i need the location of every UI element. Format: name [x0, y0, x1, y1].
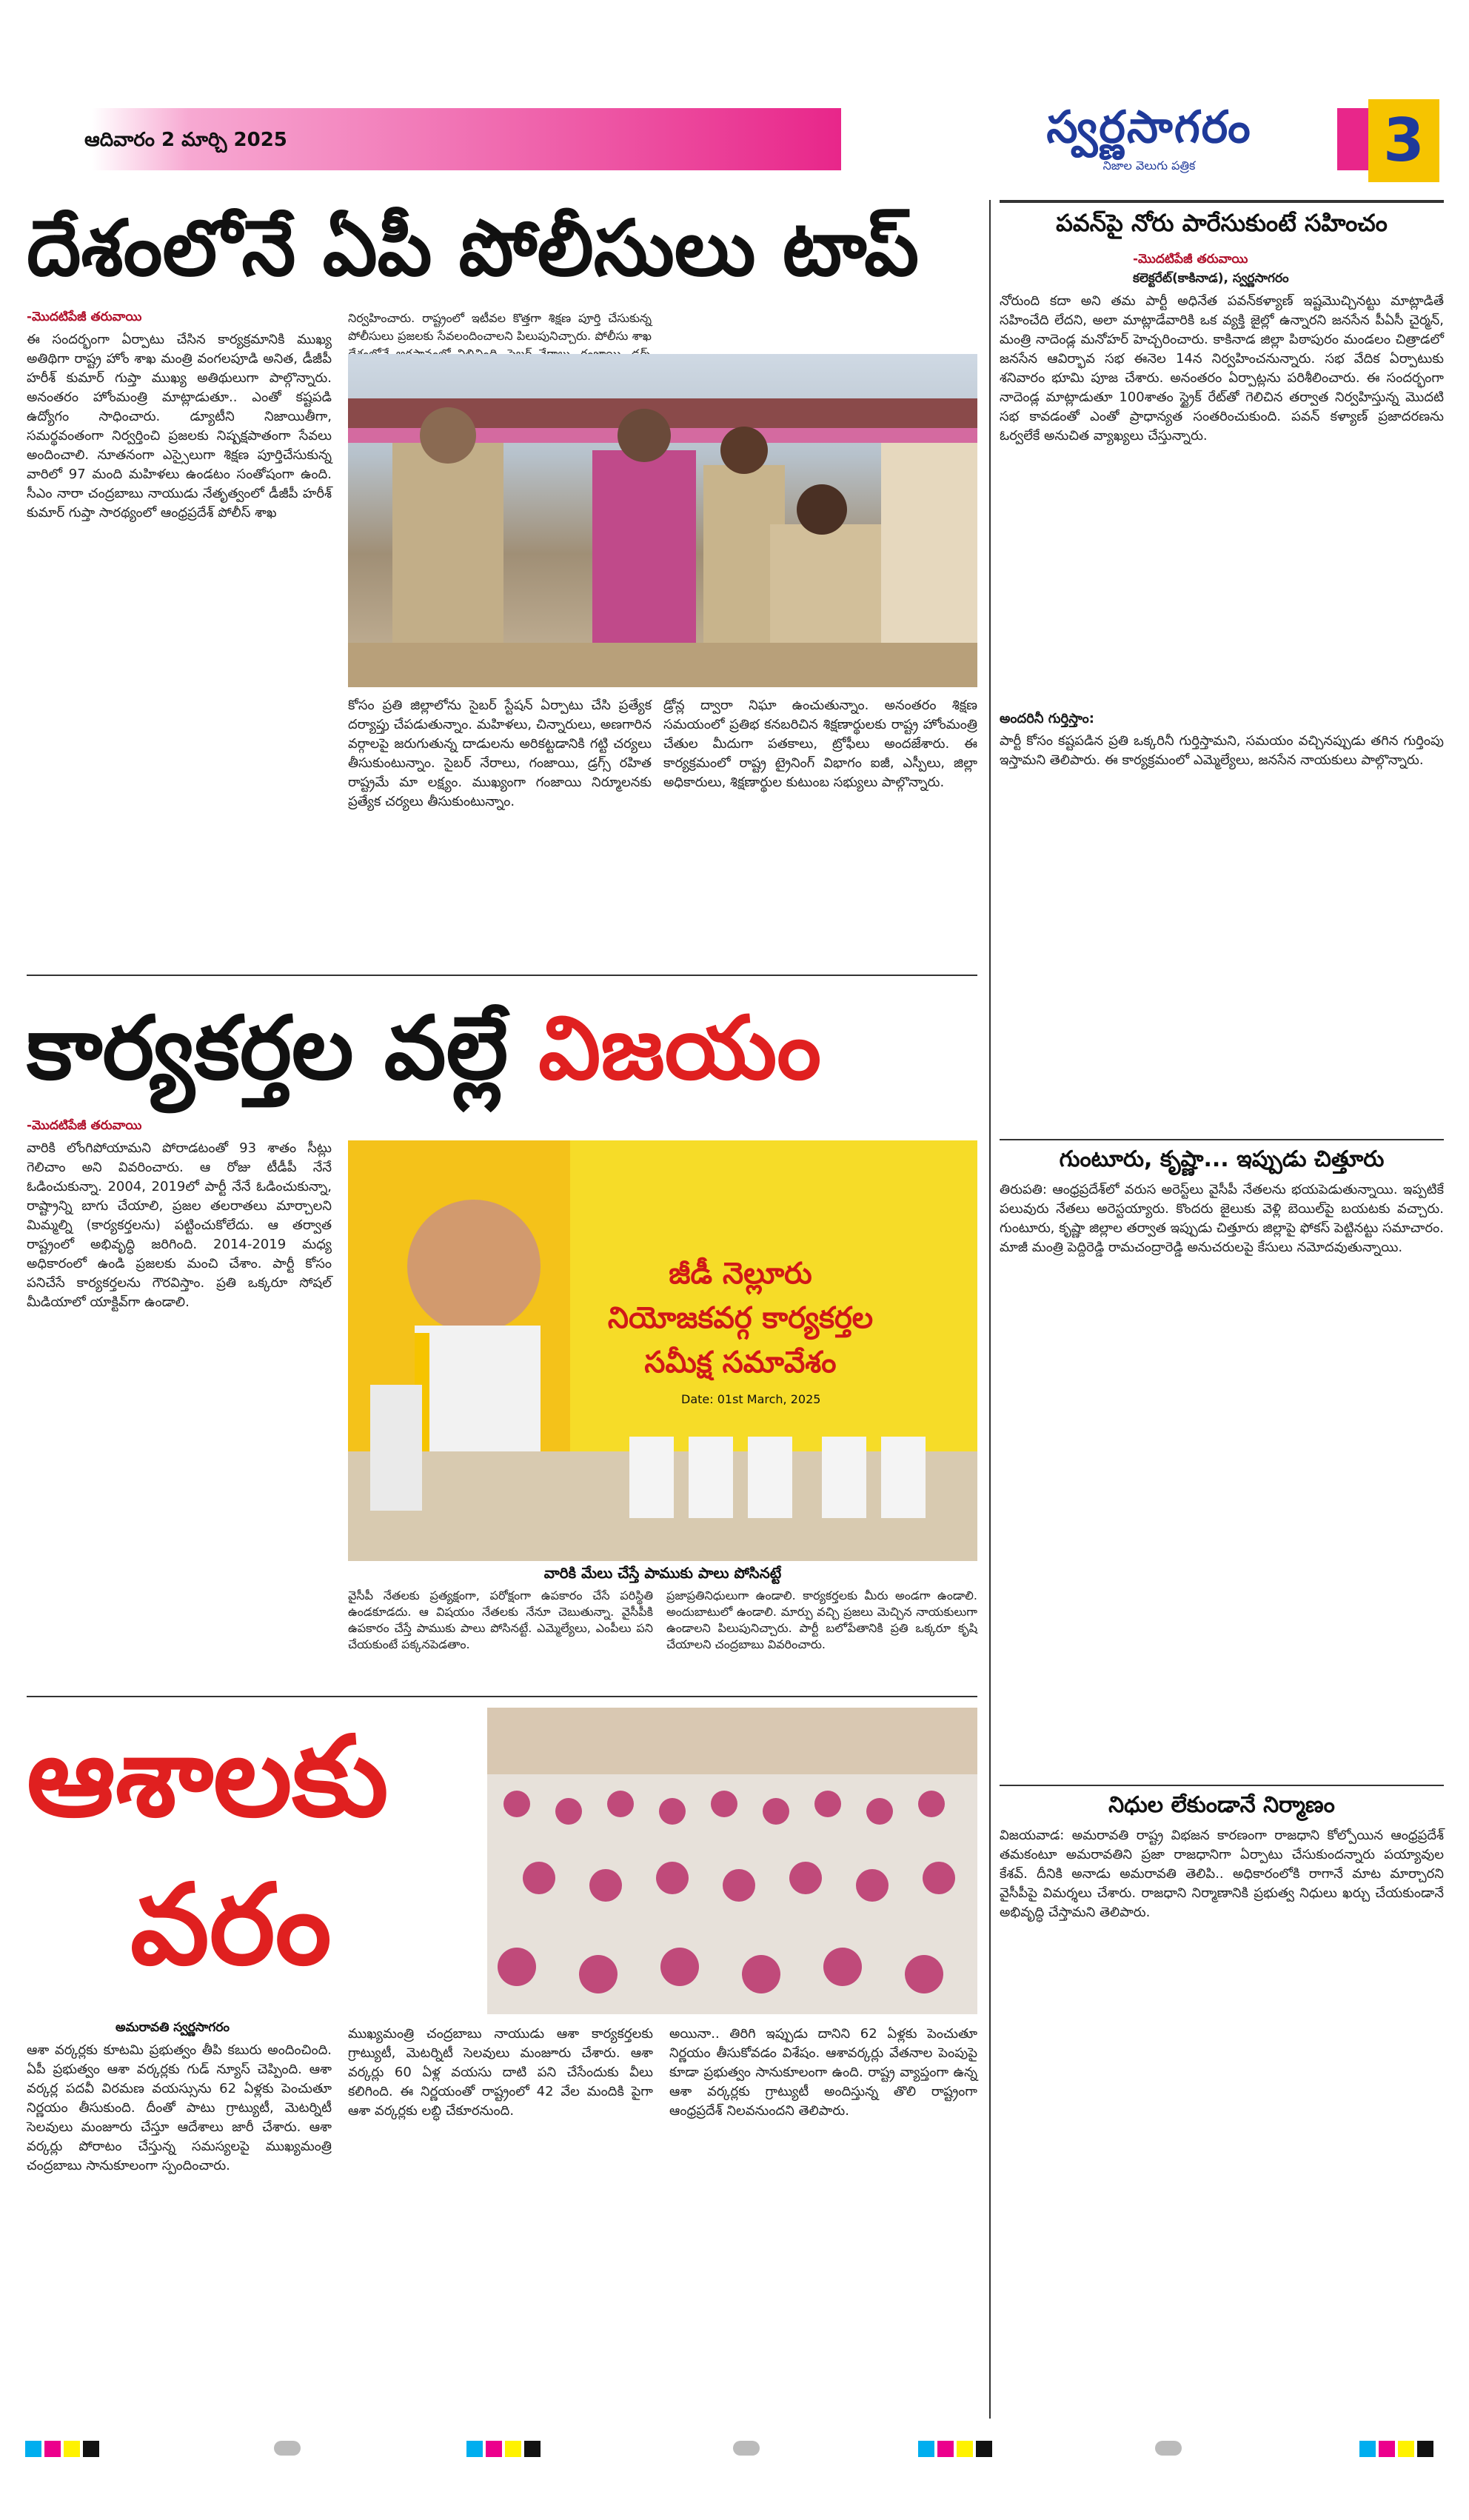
police-ceremony-photo [348, 354, 977, 687]
cyan-swatch [25, 2441, 41, 2457]
sidebar-article1-byline: -మొదటిపేజీ తరువాయి [1133, 252, 1248, 267]
story2-caption-column-1: వైసీపీ నేతలకు ప్రత్యక్షంగా, పరోక్షంగా ఉపకారం చేసే పరిస్థితి ఉండకూడదు. ఆ విషయం నేతలకు నేనూ చెబుతున్నా. వైసీపీకి ఉపకారం చేస్తే పాముకు పాలు పోసినట్టే. ఎమ్మెల్యేలు, ఎంపీలు పని చేయకుంటే పక్కనపెడతాం. [348, 1588, 653, 1651]
sidebar-article3-title: నిధుల లేకుండానే నిర్మాణం [1108, 1792, 1335, 1818]
sidebar-divider-1 [1000, 1139, 1444, 1140]
sidebar-divider [989, 200, 991, 2419]
tdp-meeting-photo [348, 1140, 977, 1561]
story1-continued-1: కోసం ప్రతి జిల్లాలోను సైబర్ స్టేషన్ ఏర్పాటు చేసి ప్రత్యేక దర్యాప్తు చేపడుతున్నాం. మహిళలు, చిన్నారులు, అణగారిన వర్గాలపై జరుగుతున్న దాడులను అరికట్టడానికి గట్టి చర్యలు తీసుకుంటున్నాం. సైబర్ నేరాలు, గంజాయి, డ్రగ్స్ రహిత రాష్ట్రమే మా లక్ష్యం. ముఖ్యంగా గంజాయి నిర్మూలనకు ప్రత్యేక చర్యలు తీసుకుంటున్నాం. [348, 698, 652, 809]
story3-headline-line2: వరం [130, 1861, 332, 1990]
yellow-swatch [505, 2441, 521, 2457]
story1-headline: దేశంలోనే ఏపీ పోలీసులు టాప్ [27, 203, 920, 293]
story1-continued-2: డ్రోన్ల ద్వారా నిఘా ఉంచుతున్నాం. అనంతరం శిక్షణ సమయంలో ప్రతిభ కనబరిచిన శిక్షణార్థులకు రాష్ట్ర హోంమంత్రి చేతుల మీదుగా పతకాలు, ట్రోఫీలు అందజేశారు. ఈ కార్యక్రమంలో రాష్ట్ర ట్రైనింగ్ విభాగం ఐజీ, ఎస్పీలు, జిల్లా అధికారులు, శిక్షణార్థుల కుటుంబ సభ్యులు పాల్గొన్నారు. [663, 698, 977, 790]
cyan-swatch [466, 2441, 483, 2457]
black-swatch [524, 2441, 541, 2457]
magenta-swatch [1379, 2441, 1395, 2457]
sidebar-article3-body: విజయవాడ: అమరావతి రాష్ట్ర విభజన కారణంగా రాజధాని కోల్పోయిన ఆంధ్రప్రదేశ్ తమకంటూ అమరావతిని ప్రజా రాజధానిగా ఏర్పాటు చేసుకుందన్నారు పయ్యావుల కేశవ్. దీనికి అనాడు అమరావతి తెలిపి.. అధికారంలోకి రాగానే మాట మార్చారని వైసీపీపై విమర్శలు చేశారు. రాజధాని నిర్మాణానికి ప్రభుత్వ నిధులు ఖర్చు చేయకుండానే అభివృద్ధి చేస్తామని తెలిపారు. [1000, 1828, 1444, 1920]
meeting-banner-date: Date: 01st March, 2025 [681, 1392, 821, 1406]
story3-column-3: అయినా.. తిరిగి ఇప్పుడు దానిని 62 ఏళ్లకు పెంచుతూ నిర్ణయం తీసుకోవడం విశేషం. ఆశావర్కర్లు వేతనాల పెంపుపై కూడా ప్రభుత్వం సానుకూలంగా ఉంది. రాష్ట్ర వ్యాప్తంగా ఉన్న ఆశా వర్కర్లకు గ్రాట్యుటీ అందిస్తున్న తొలి రాష్ట్రంగా ఆంధ్రప్రదేశ్ నిలవనుందని తెలిపారు. [669, 2026, 977, 2119]
cmyk-swatch-right [1359, 2441, 1436, 2460]
cyan-swatch [918, 2441, 934, 2457]
story3-column-2: ముఖ్యమంత్రి చంద్రబాబు నాయుడు ఆశా కార్యకర్తలకు గ్రాట్యుటీ, మెటర్నిటీ సెలవులు మంజూరు చేశారు. ఆశా వర్కర్లు 60 ఏళ్ల వయసు దాటి పని చేసేందుకు వీలు కలిగింది. ఈ నిర్ణయంతో రాష్ట్రంలో 42 వేల మందికి పైగా ఆశా వర్కర్లకు లబ్ధి చేకూరనుంది. [348, 2026, 653, 2119]
story3-column-1: ఆశా వర్కర్లకు కూటమి ప్రభుత్వం తీపి కబురు అందించింది. ఏపీ ప్రభుత్వం ఆశా వర్కర్లకు గుడ్ న్యూస్ చెప్పింది. ఆశా వర్కర్ల పదవీ విరమణ వయస్సును 62 ఏళ్లకు పెంచుతూ నిర్ణయం తీసుకుంది. దీంతో పాటు గ్రాట్యుటీ, మెటర్నిటీ సెలవులు మంజూరు చేస్తూ ఆదేశాలు జారీ చేశారు. ఆశా వర్కర్లు పోరాటం చేస్తున్న సమస్యలపై ముఖ్యమంత్రి చంద్రబాబు సానుకూలంగా స్పందించారు. [27, 2042, 332, 2173]
cyan-swatch [1359, 2441, 1376, 2457]
sidebar-article1-body: నోరుంది కదా అని తమ పార్టీ అధినేత పవన్‌కళ్యాణ్ ఇష్టమొచ్చినట్టు మాట్లాడితే సహించేది లేదని, అలా మాట్లాడేవారికి ఒక వ్యక్తి జైల్లో ఉన్నారని జనసేన పీఏసీ చైర్మన్, మంత్రి నాదెండ్ల మనోహర్ హెచ్చరించారు. కాకినాడ జిల్లా పిఠాపురం మండలం చిత్రాడలో జనసేన ఆవిర్భావ సభ ఈనెల 14న నిర్వహించనున్నారు. సభ వేదిక ఏర్పాటుకు శనివారం భూమి పూజ చేశారు. అనంతరం ఏర్పాట్లను పరిశీలించారు. ఈ సందర్భంగా నాదెండ్ల మాట్లాడుతూ 100శాతం స్ట్రైక్ రేట్‌తో గెలిచిన తర్వాత నిర్వహిస్తున్న మొదటి సభ కావడంతో ఎంతో ప్రాధాన్యత సంతరించుకుంది. పవన్ కళ్యాణ్ ప్రజాదరణను ఓర్వలేకే అనుచిత వ్యాఖ్యలు చేస్తున్నారు. [1000, 293, 1444, 444]
registration-mark-left [274, 2441, 301, 2456]
magenta-swatch [44, 2441, 61, 2457]
story3-byline: అమరావతి స్వర్ణసాగరం [116, 2020, 230, 2035]
black-swatch [976, 2441, 992, 2457]
cmyk-swatch-left [25, 2441, 102, 2460]
story1-byline: -మొదటిపేజీ తరువాయి [27, 310, 142, 324]
sidebar-article2-body: తిరుపతి: ఆంధ్రప్రదేశ్‌లో వరుస అరెస్ట్‌లు వైసీపీ నేతలను భయపెడుతున్నాయి. ఇప్పటికే పలువురు నేతలు అరెస్టయ్యారు. కొందరు జైలుకు వెళ్లి బెయిల్‌పై బయటకు వచ్చారు. గుంటూరు, కృష్ణా జిల్లాల తర్వాత ఇప్పుడు చిత్తూరు జిల్లాపై ఫోకస్ పెట్టినట్టు సమాచారం. మాజీ మంత్రి పెద్దిరెడ్డి రామచంద్రారెడ్డి అనుచరులపై కేసులు నమోదవుతున్నాయి. [1000, 1182, 1444, 1255]
header-date: ఆదివారం 2 మార్చి 2025 [84, 129, 287, 151]
registration-mark-center [733, 2441, 760, 2456]
story1-column-1: ఈ సందర్భంగా ఏర్పాటు చేసిన కార్యక్రమానికి ముఖ్య అతిథిగా రాష్ట్ర హోం శాఖ మంత్రి వంగలపూడి అనిత, డీజీపీ హరీశ్ కుమార్ గుప్తా ముఖ్య అతిథులుగా పాల్గొన్నారు. అనంతరం హోంమంత్రి మాట్లాడుతూ.. ఎంతో కష్టపడి ఉద్యోగం సాధించారు. డ్యూటీని నిజాయితీగా, సమర్థవంతంగా నిర్వర్తించి ప్రజలకు నిష్పక్షపాతంగా సేవలు అందించాలి. నూతనంగా ఎస్సైలుగా శిక్షణ పూర్తిచేసుకున్న వారిలో 97 మంది మహిళలు ఉండటం సంతోషంగా ఉంది. సీఎం నారా చంద్రబాబు నాయుడు నేతృత్వంలో డీజీపీ హరీశ్ కుమార్ గుప్తా సారథ్యంలో ఆంధ్రప్రదేశ్ పోలీస్ శాఖ [27, 332, 332, 521]
story2-headline-part1: కార్యకర్తల వల్లే [27, 997, 509, 1099]
sidebar-article1-title: పవన్‌పై నోరు పారేసుకుంటే సహించం [1056, 209, 1388, 237]
story2-photo-caption: వారికి మేలు చేస్తే పాముకు పాలు పోసినట్టే [543, 1564, 782, 1582]
story2-headline-part2: విజయం [538, 997, 822, 1099]
story3-headline [27, 1703, 486, 1999]
story2-caption-column-2: ప్రజాప్రతినిధులుగా ఉండాలి. కార్యకర్తలకు మీరు అండగా ఉండాలి. అందుబాటులో ఉండాలి. మార్పు వచ్చి ప్రజలు మెచ్చిన నాయకులుగా ఉండాలని పిలుపునిచ్చారు. పార్టీ బలోపేతానికి ప్రతి ఒక్కరూ కృషి చేయాలని చంద్రబాబు వివరించారు. [666, 1588, 977, 1651]
sidebar-top-rule [1000, 200, 1444, 203]
magenta-swatch [486, 2441, 502, 2457]
police-ceremony-illustration [348, 354, 977, 687]
black-swatch [83, 2441, 99, 2457]
story2-byline: -మొదటిపేజీ తరువాయి [27, 1118, 142, 1133]
sidebar-divider-2 [1000, 1785, 1444, 1786]
story2-column-1: వారికి లోంగిపోయామని పోరాడటంతో 93 శాతం సీట్లు గెలిచాం అని వివరించారు. ఆ రోజు టీడీపీ నేనే ఓడించుకున్నా. 2004, 2019లో పార్టీ నేనే ఓడించుకున్నా, రాష్ట్రాన్ని బాగు చేయాలి, ప్రజల తలరాతలు మార్చాలని మిమ్మల్ని (కార్యకర్తలను) పట్టించుకోలేదు. ఆ తర్వాత రాష్ట్రంలో అభివృద్ధి జరిగింది. 2014-2019 మధ్య అధికారంలో ఉండి ప్రజలకు మంచి చేశాం. పార్టీ కోసం పనిచేసే కార్యకర్తలను గౌరవిస్తాం. ప్రతి ఒక్కరూ సోషల్ మీడియాలో యాక్టివ్‌గా ఉండాలి. [27, 1140, 332, 1310]
header-date-bar [27, 108, 841, 170]
page-number: 3 [1383, 106, 1425, 175]
masthead-title: స్వర్ణసాగరం [1046, 101, 1252, 153]
cmyk-swatch-center-right [918, 2441, 995, 2460]
yellow-swatch [1398, 2441, 1414, 2457]
sidebar-article2-title: గుంటూరు, కృష్ణా... ఇప్పుడు చిత్తూరు [1059, 1146, 1385, 1172]
asha-workers-illustration [487, 1708, 977, 2014]
cmyk-swatch-center-left [466, 2441, 543, 2460]
sidebar-article1-dateline: కలెక్టరేట్(కాకినాడ), స్వర్ణసాగరం [1133, 271, 1289, 286]
magenta-swatch [937, 2441, 954, 2457]
black-swatch [1417, 2441, 1433, 2457]
yellow-swatch [64, 2441, 80, 2457]
story2-headline [27, 985, 977, 1111]
asha-workers-photo [487, 1708, 977, 2014]
sidebar-article1-sub-body: పార్టీ కోసం కష్టపడిన ప్రతి ఒక్కరినీ గుర్తిస్తామని, సమయం వచ్చినప్పుడు తగిన గుర్తింపు ఇస్తామని తెలిపారు. ఈ కార్యక్రమంలో ఎమ్మెల్యేలు, జనసేన నాయకులు పాల్గొన్నారు. [1000, 733, 1444, 768]
story3-headline-line1: ఆశాలకు [27, 1713, 389, 1842]
masthead-tagline: నిజాల వెలుగు పత్రిక [1102, 158, 1196, 173]
divider-story1 [27, 975, 977, 976]
yellow-swatch [957, 2441, 973, 2457]
sidebar-article1-subheading: అందరినీ గుర్తిస్తాం: [1000, 711, 1094, 726]
masthead-logo [964, 98, 1334, 181]
page-number-box [1368, 99, 1439, 182]
divider-story2 [27, 1696, 977, 1697]
meeting-banner-title: జీడీ నెల్లూరు నియోజకవర్గ కార్యకర్తల సమీక్ష సమావేశం [607, 1257, 874, 1380]
registration-mark-right [1155, 2441, 1182, 2456]
story1-column-2: నిర్వహించారు. రాష్ట్రంలో ఇటీవల కొత్తగా శిక్షణ పూర్తి చేసుకున్న పోలీసులు ప్రజలకు సేవలందించాలని పిలుపునిచ్చారు. పోలీసు శాఖ [348, 311, 652, 343]
